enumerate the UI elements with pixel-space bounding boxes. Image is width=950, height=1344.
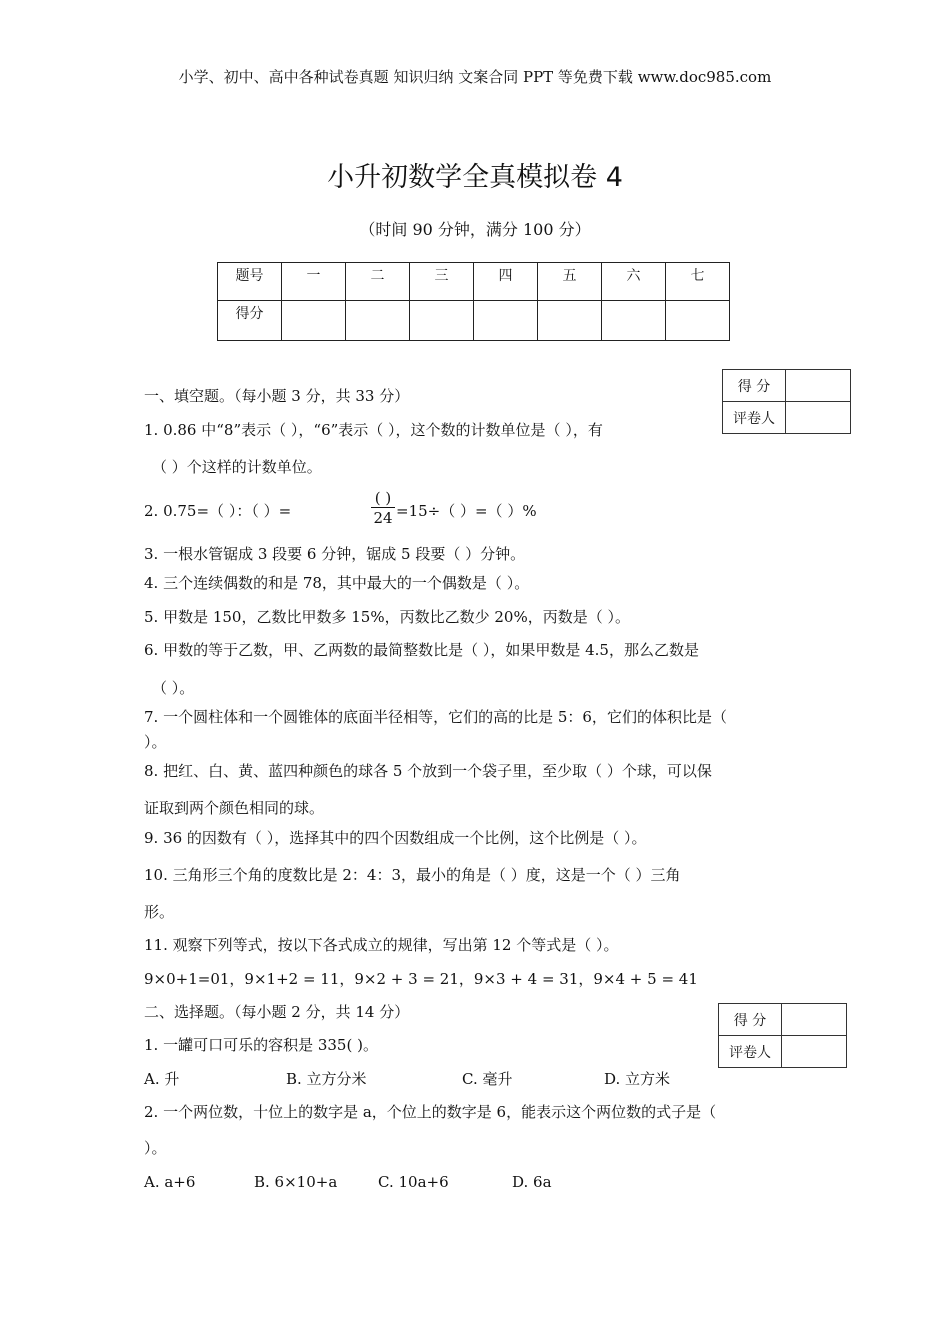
choice-2-option-d[interactable]: D. 6a — [512, 1173, 552, 1191]
grader-name-cell[interactable] — [786, 402, 851, 434]
grader-name-label: 评卷人 — [723, 402, 786, 434]
score-table-col: 四 — [474, 263, 538, 301]
question-8-line2: 证取到两个颜色相同的球。 — [144, 799, 325, 817]
section1-heading: 一、填空题。（每小题 3 分，共 33 分） — [144, 387, 410, 405]
score-table-row2-label: 得分 — [218, 301, 282, 341]
grader-box-2 — [718, 1003, 847, 1068]
exam-title: 小升初数学全真模拟卷 4 — [327, 162, 623, 193]
question-6-line2: （ ）。 — [152, 679, 195, 697]
page-header: 小学、初中、高中各种试卷真题 知识归纳 文案合同 PPT 等免费下载 www.doc985.com — [178, 68, 772, 86]
question-11-equations: 9×0+1=01，9×1+2 = 11，9×2 + 3 = 21，9×3 + 4 = 31，9×4 + 5 = 41 — [144, 970, 698, 988]
exam-subtitle: （时间 90 分钟，满分 100 分） — [359, 220, 591, 239]
score-cell[interactable] — [602, 301, 666, 341]
question-3: 3. 一根水管锯成 3 段要 6 分钟，锯成 5 段要（ ）分钟。 — [144, 545, 526, 563]
score-table-col: 六 — [602, 263, 666, 301]
question-5: 5. 甲数是 150，乙数比甲数多 15%，丙数比乙数少 20%，丙数是（ ）。 — [144, 608, 630, 626]
score-table-col: 五 — [538, 263, 602, 301]
score-cell[interactable] — [346, 301, 410, 341]
question-9: 9. 36 的因数有（ ），选择其中的四个因数组成一个比例，这个比例是（ ）。 — [144, 829, 647, 847]
score-table-col: 七 — [666, 263, 730, 301]
question-2-part1: 2. 0.75=（ ）：（ ）= — [144, 502, 292, 520]
grader-score-label: 得 分 — [719, 1004, 782, 1036]
question-6-line1: 6. 甲数的等于乙数，甲、乙两数的最简整数比是（ ），如果甲数是 4.5，那么乙数是 — [144, 641, 699, 659]
grader-score-cell[interactable] — [782, 1004, 847, 1036]
question-11: 11. 观察下列等式，按以下各式成立的规律，写出第 12 个等式是（ ）。 — [144, 936, 619, 954]
grader-score-label: 得 分 — [723, 370, 786, 402]
choice-question-1: 1. 一罐可口可乐的容积是 335( )。 — [144, 1036, 378, 1054]
fraction-numerator: ( ) — [371, 489, 395, 508]
choice-2-option-a[interactable]: A. a+6 — [144, 1173, 196, 1191]
score-cell[interactable] — [666, 301, 730, 341]
score-table-col: 一 — [282, 263, 346, 301]
grader-name-cell[interactable] — [782, 1036, 847, 1068]
choice-1-option-a[interactable]: A. 升 — [144, 1070, 180, 1088]
score-table-col: 二 — [346, 263, 410, 301]
score-table-col: 三 — [410, 263, 474, 301]
question-7-line1: 7. 一个圆柱体和一个圆锥体的底面半径相等，它们的高的比是 5：6，它们的体积比是（ — [144, 708, 727, 726]
score-cell[interactable] — [410, 301, 474, 341]
question-4: 4. 三个连续偶数的和是 78，其中最大的一个偶数是（ ）。 — [144, 574, 530, 592]
choice-1-option-d[interactable]: D. 立方米 — [604, 1070, 671, 1088]
choice-1-option-b[interactable]: B. 立方分米 — [286, 1070, 367, 1088]
score-cell[interactable] — [538, 301, 602, 341]
question-10-line1: 10. 三角形三个角的度数比是 2：4：3，最小的角是（ ）度，这是一个（ ）三角 — [144, 866, 681, 884]
score-table — [217, 262, 730, 341]
question-1-line2: （ ）个这样的计数单位。 — [152, 458, 322, 476]
grader-name-label: 评卷人 — [719, 1036, 782, 1068]
grader-box-1 — [722, 369, 851, 434]
choice-2-option-b[interactable]: B. 6×10+a — [254, 1173, 338, 1191]
question-10-line2: 形。 — [144, 903, 175, 921]
score-table-row1-label: 题号 — [218, 263, 282, 301]
question-1-line1: 1. 0.86 中“8”表示（ ），“6”表示（ ），这个数的计数单位是（ ），有 — [144, 421, 603, 439]
question-2-fraction — [371, 489, 395, 528]
section2-heading: 二、选择题。（每小题 2 分，共 14 分） — [144, 1003, 410, 1021]
choice-question-2-line1: 2. 一个两位数，十位上的数字是 a，个位上的数字是 6，能表示这个两位数的式子是（ — [144, 1103, 717, 1121]
fraction-denominator: 24 — [373, 509, 393, 527]
grader-score-cell[interactable] — [786, 370, 851, 402]
score-cell[interactable] — [282, 301, 346, 341]
score-cell[interactable] — [474, 301, 538, 341]
choice-1-option-c[interactable]: C. 毫升 — [462, 1070, 513, 1088]
question-7-line2: ）。 — [144, 733, 167, 751]
choice-2-option-c[interactable]: C. 10a+6 — [378, 1173, 449, 1191]
question-8-line1: 8. 把红、白、黄、蓝四种颜色的球各 5 个放到一个袋子里，至少取（ ）个球，可以保 — [144, 762, 712, 780]
choice-question-2-line2: ）。 — [144, 1139, 167, 1157]
question-2-part2: =15÷（ ）=（ ）% — [396, 502, 537, 520]
